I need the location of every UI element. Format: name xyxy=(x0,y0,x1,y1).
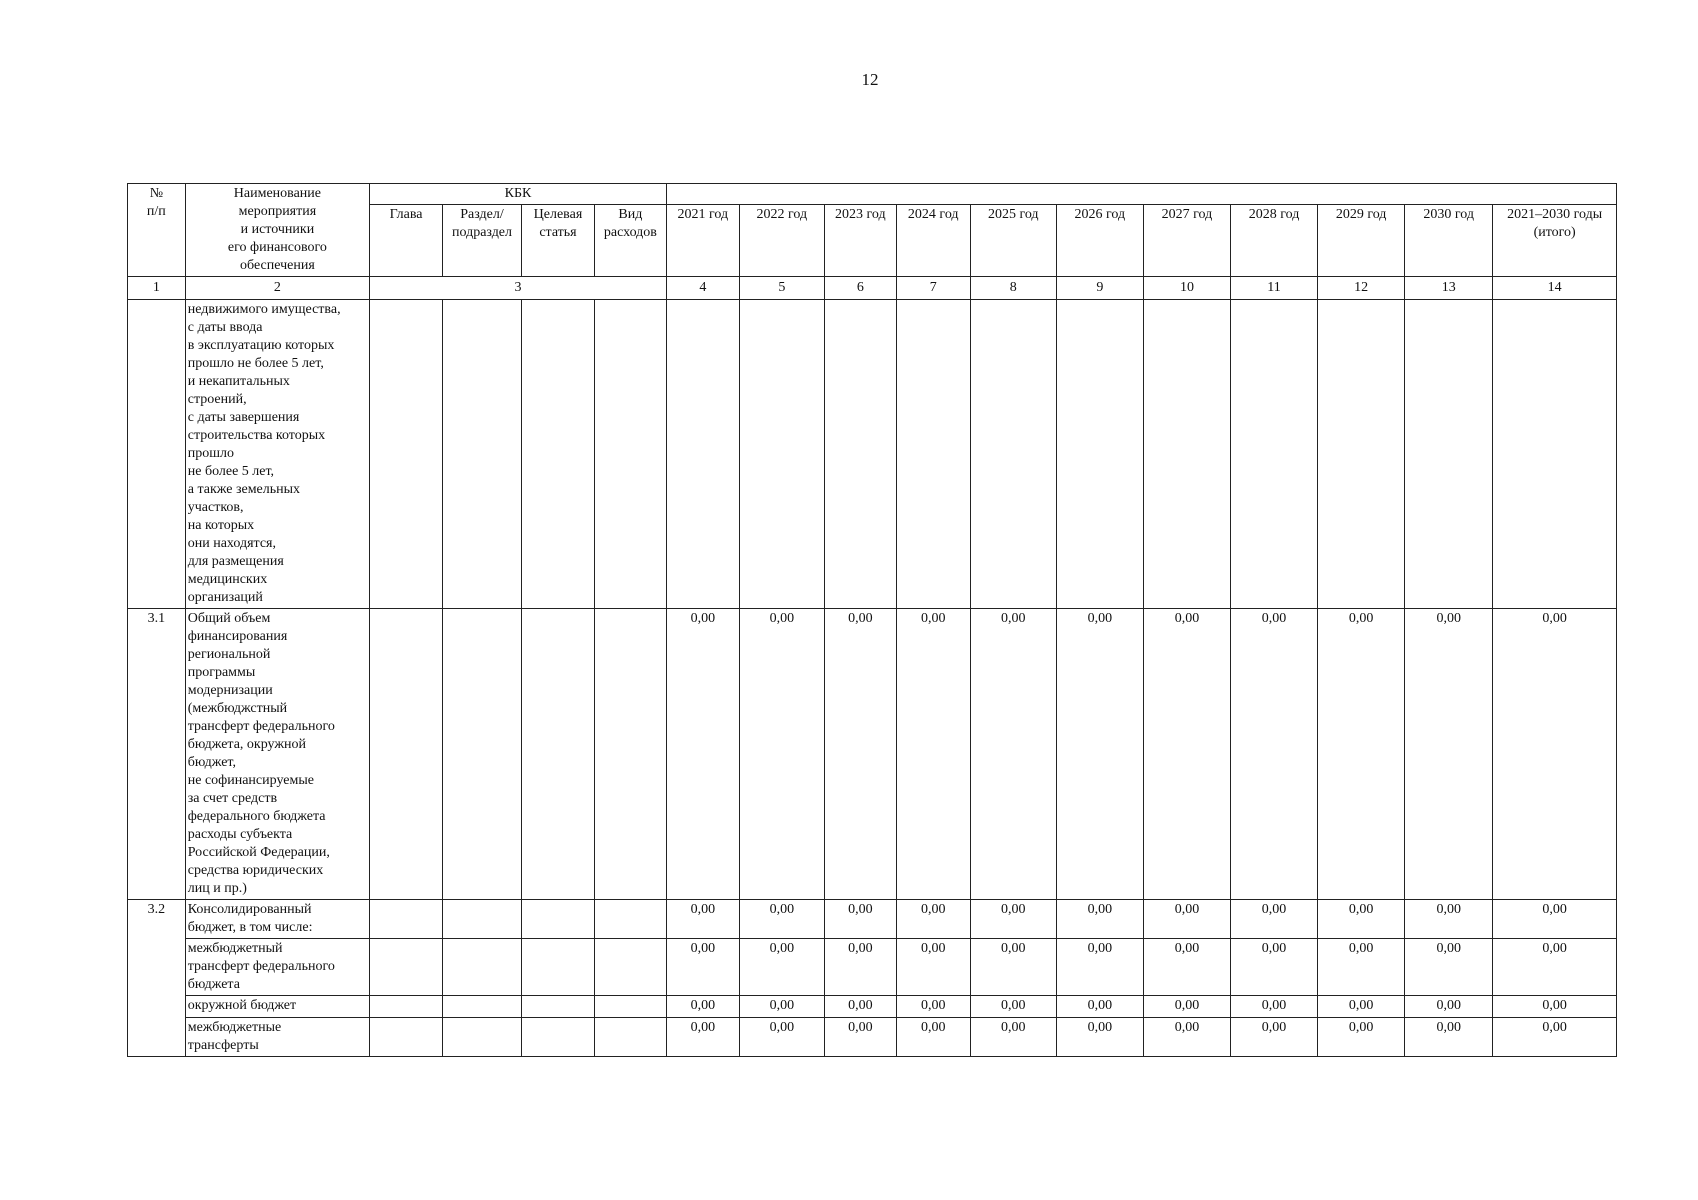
value-cell: 0,00 xyxy=(970,939,1056,996)
value-cell: 0,00 xyxy=(1056,900,1143,939)
row-name: Общий объем финансирования региональной программы модернизации (межбюджстный трансферт федерального бюджета, окружной бюджет, не софинансируемые за счет средств федерального бюджета расходы субъекта Российской Федерации, средства юридических лиц и пр.) xyxy=(185,609,369,900)
row-name: недвижимого имущества, с даты ввода в эксплуатацию которых прошло не более 5 лет, и некапитальных строений, с даты завершения строительства которых прошло не более 5 лет, а также земельных участков, на которых они находятся, для размещения медицинских организаций xyxy=(185,300,369,609)
kbk-cell xyxy=(370,1018,443,1057)
value-cell: 0,00 xyxy=(1056,939,1143,996)
kbk-cell xyxy=(522,1018,595,1057)
kbk-cell xyxy=(522,996,595,1018)
value-cell: 0,00 xyxy=(896,939,970,996)
column-number: 1 xyxy=(128,277,186,300)
header-kbk-col: Глава xyxy=(370,205,443,277)
column-number: 2 xyxy=(185,277,369,300)
kbk-cell xyxy=(594,996,666,1018)
kbk-cell xyxy=(370,300,443,609)
value-cell xyxy=(824,300,896,609)
kbk-cell xyxy=(370,900,443,939)
value-cell: 0,00 xyxy=(666,939,739,996)
value-cell: 0,00 xyxy=(1405,609,1493,900)
value-cell: 0,00 xyxy=(1143,1018,1230,1057)
value-cell: 0,00 xyxy=(1405,939,1493,996)
value-cell: 0,00 xyxy=(1318,1018,1405,1057)
value-cell xyxy=(1405,300,1493,609)
table-row xyxy=(128,1018,1617,1057)
header-kbk: КБК xyxy=(370,184,667,205)
value-cell: 0,00 xyxy=(1143,939,1230,996)
budget-table xyxy=(127,183,1617,1057)
value-cell: 0,00 xyxy=(1405,900,1493,939)
value-cell: 0,00 xyxy=(1405,1018,1493,1057)
row-number xyxy=(128,300,186,609)
row-name: межбюджетный трансферт федерального бюджета xyxy=(185,939,369,996)
value-cell: 0,00 xyxy=(1493,1018,1617,1057)
value-cell: 0,00 xyxy=(1056,996,1143,1018)
header-year: 2027 год xyxy=(1143,205,1230,277)
value-cell: 0,00 xyxy=(666,1018,739,1057)
value-cell: 0,00 xyxy=(970,900,1056,939)
value-cell: 0,00 xyxy=(1405,996,1493,1018)
column-number: 8 xyxy=(970,277,1056,300)
value-cell: 0,00 xyxy=(1143,609,1230,900)
value-cell xyxy=(1143,300,1230,609)
kbk-cell xyxy=(594,900,666,939)
kbk-cell xyxy=(443,900,522,939)
value-cell xyxy=(739,300,824,609)
header-row-1 xyxy=(128,184,1617,205)
kbk-cell xyxy=(443,939,522,996)
column-number: 10 xyxy=(1143,277,1230,300)
value-cell: 0,00 xyxy=(739,900,824,939)
header-year: 2023 год xyxy=(824,205,896,277)
value-cell: 0,00 xyxy=(896,609,970,900)
value-cell: 0,00 xyxy=(1493,609,1617,900)
table-row xyxy=(128,300,1617,609)
value-cell xyxy=(666,300,739,609)
kbk-cell xyxy=(594,939,666,996)
header-year: 2028 год xyxy=(1230,205,1317,277)
kbk-cell xyxy=(443,996,522,1018)
value-cell xyxy=(1493,300,1617,609)
value-cell: 0,00 xyxy=(1230,609,1317,900)
column-number: 3 xyxy=(370,277,667,300)
value-cell: 0,00 xyxy=(824,900,896,939)
kbk-cell xyxy=(522,300,595,609)
header-year: 2021 год xyxy=(666,205,739,277)
kbk-cell xyxy=(594,1018,666,1057)
value-cell: 0,00 xyxy=(1056,609,1143,900)
value-cell: 0,00 xyxy=(1143,996,1230,1018)
value-cell: 0,00 xyxy=(739,939,824,996)
header-year: 2026 год xyxy=(1056,205,1143,277)
value-cell: 0,00 xyxy=(824,996,896,1018)
value-cell: 0,00 xyxy=(666,900,739,939)
value-cell: 0,00 xyxy=(824,1018,896,1057)
value-cell: 0,00 xyxy=(739,1018,824,1057)
value-cell: 0,00 xyxy=(896,900,970,939)
value-cell xyxy=(896,300,970,609)
value-cell: 0,00 xyxy=(666,609,739,900)
value-cell: 0,00 xyxy=(1493,900,1617,939)
page-number: 12 xyxy=(861,70,879,89)
value-cell xyxy=(1056,300,1143,609)
value-cell: 0,00 xyxy=(970,996,1056,1018)
value-cell: 0,00 xyxy=(824,939,896,996)
column-number: 14 xyxy=(1493,277,1617,300)
table-row xyxy=(128,609,1617,900)
header-kbk-col: Раздел/ подраздел xyxy=(443,205,522,277)
column-number: 9 xyxy=(1056,277,1143,300)
header-year: 2024 год xyxy=(896,205,970,277)
kbk-cell xyxy=(522,939,595,996)
column-number: 7 xyxy=(896,277,970,300)
value-cell: 0,00 xyxy=(1318,996,1405,1018)
column-number: 5 xyxy=(739,277,824,300)
value-cell: 0,00 xyxy=(1143,900,1230,939)
column-number: 11 xyxy=(1230,277,1317,300)
header-year: 2021–2030 годы (итого) xyxy=(1493,205,1617,277)
column-number: 13 xyxy=(1405,277,1493,300)
header-years-span xyxy=(666,184,1616,205)
kbk-cell xyxy=(370,939,443,996)
value-cell: 0,00 xyxy=(739,609,824,900)
row-name: окружной бюджет xyxy=(185,996,369,1018)
value-cell: 0,00 xyxy=(1230,1018,1317,1057)
value-cell: 0,00 xyxy=(666,996,739,1018)
value-cell: 0,00 xyxy=(896,1018,970,1057)
table-row xyxy=(128,996,1617,1018)
kbk-cell xyxy=(370,609,443,900)
value-cell xyxy=(1318,300,1405,609)
column-number: 6 xyxy=(824,277,896,300)
value-cell: 0,00 xyxy=(970,1018,1056,1057)
kbk-cell xyxy=(370,996,443,1018)
kbk-cell xyxy=(522,609,595,900)
kbk-cell xyxy=(443,1018,522,1057)
column-number: 4 xyxy=(666,277,739,300)
table-row xyxy=(128,939,1617,996)
row-name: Консолидированный бюджет, в том числе: xyxy=(185,900,369,939)
column-number: 12 xyxy=(1318,277,1405,300)
header-kbk-col: Вид расходов xyxy=(594,205,666,277)
value-cell: 0,00 xyxy=(1493,939,1617,996)
value-cell: 0,00 xyxy=(1318,900,1405,939)
row-number: 3.1 xyxy=(128,609,186,900)
value-cell: 0,00 xyxy=(1230,939,1317,996)
value-cell: 0,00 xyxy=(1318,939,1405,996)
table-row xyxy=(128,900,1617,939)
value-cell: 0,00 xyxy=(1230,900,1317,939)
header-no: № п/п xyxy=(128,184,186,277)
value-cell: 0,00 xyxy=(1493,996,1617,1018)
header-name: Наименование мероприятия и источники его финансового обеспечения xyxy=(185,184,369,277)
value-cell: 0,00 xyxy=(1230,996,1317,1018)
value-cell: 0,00 xyxy=(739,996,824,1018)
kbk-cell xyxy=(522,900,595,939)
value-cell: 0,00 xyxy=(1056,1018,1143,1057)
header-year: 2030 год xyxy=(1405,205,1493,277)
value-cell: 0,00 xyxy=(970,609,1056,900)
kbk-cell xyxy=(594,609,666,900)
kbk-cell xyxy=(594,300,666,609)
value-cell xyxy=(1230,300,1317,609)
row-number: 3.2 xyxy=(128,900,186,1057)
kbk-cell xyxy=(443,609,522,900)
header-year: 2025 год xyxy=(970,205,1056,277)
column-number-row xyxy=(128,277,1617,300)
row-name: межбюджетные трансферты xyxy=(185,1018,369,1057)
header-year: 2022 год xyxy=(739,205,824,277)
kbk-cell xyxy=(443,300,522,609)
value-cell xyxy=(970,300,1056,609)
header-kbk-col: Целевая статья xyxy=(522,205,595,277)
value-cell: 0,00 xyxy=(824,609,896,900)
header-year: 2029 год xyxy=(1318,205,1405,277)
value-cell: 0,00 xyxy=(1318,609,1405,900)
value-cell: 0,00 xyxy=(896,996,970,1018)
